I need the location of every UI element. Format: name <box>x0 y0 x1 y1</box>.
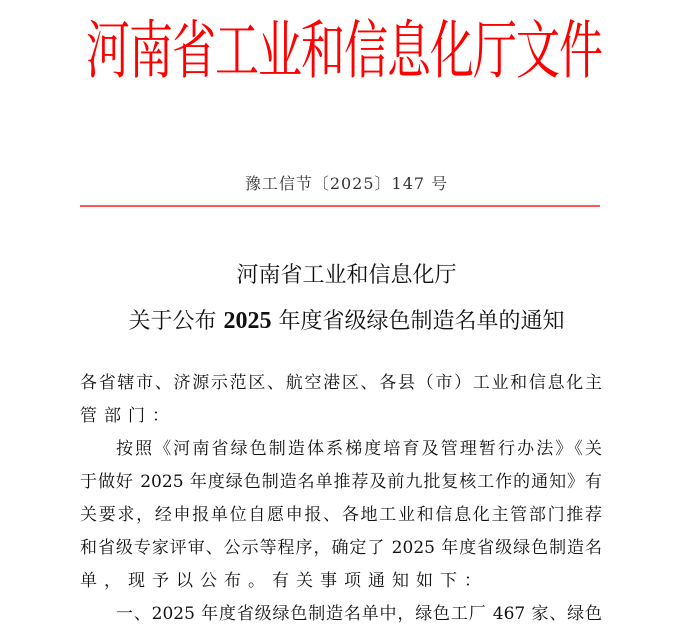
title-year: 2025 <box>223 308 272 334</box>
document-header: 河南省工业和信息化厅文件 <box>86 14 602 89</box>
title-suffix: 年度省级绿色制造名单的通知 <box>271 309 565 334</box>
body-line: 于做好 2025 年度绿色制造名单推荐及前九批复核工作的通知》有 <box>80 472 602 492</box>
title-prefix: 关于公布 <box>128 309 224 334</box>
title-line-1: 河南省工业和信息化厅 <box>236 263 457 288</box>
title-line-2 <box>0 304 693 335</box>
body-line: 关要求，经申报单位自愿申报、各地工业和信息化主管部门推荐 <box>80 505 602 525</box>
body-line: 和省级专家评审、公示等程序，确定了 2025 年度省级绿色制造名 <box>80 538 602 558</box>
body-line: 管部门： <box>80 406 176 426</box>
header-divider <box>80 205 600 207</box>
document-body <box>80 369 602 633</box>
body-line: 一、2025 年度省级绿色制造名单中，绿色工厂 467 家、绿色 <box>116 604 602 624</box>
body-line: 各省辖市、济源示范区、航空港区、各县（市）工业和信息化主 <box>80 373 602 393</box>
document-number: 豫工信节〔2025〕147 号 <box>244 174 449 193</box>
body-line: 单，现予以公布。有关事项通知如下： <box>80 571 488 591</box>
body-line: 按照《河南省绿色制造体系梯度培育及管理暂行办法》《关 <box>116 439 602 459</box>
